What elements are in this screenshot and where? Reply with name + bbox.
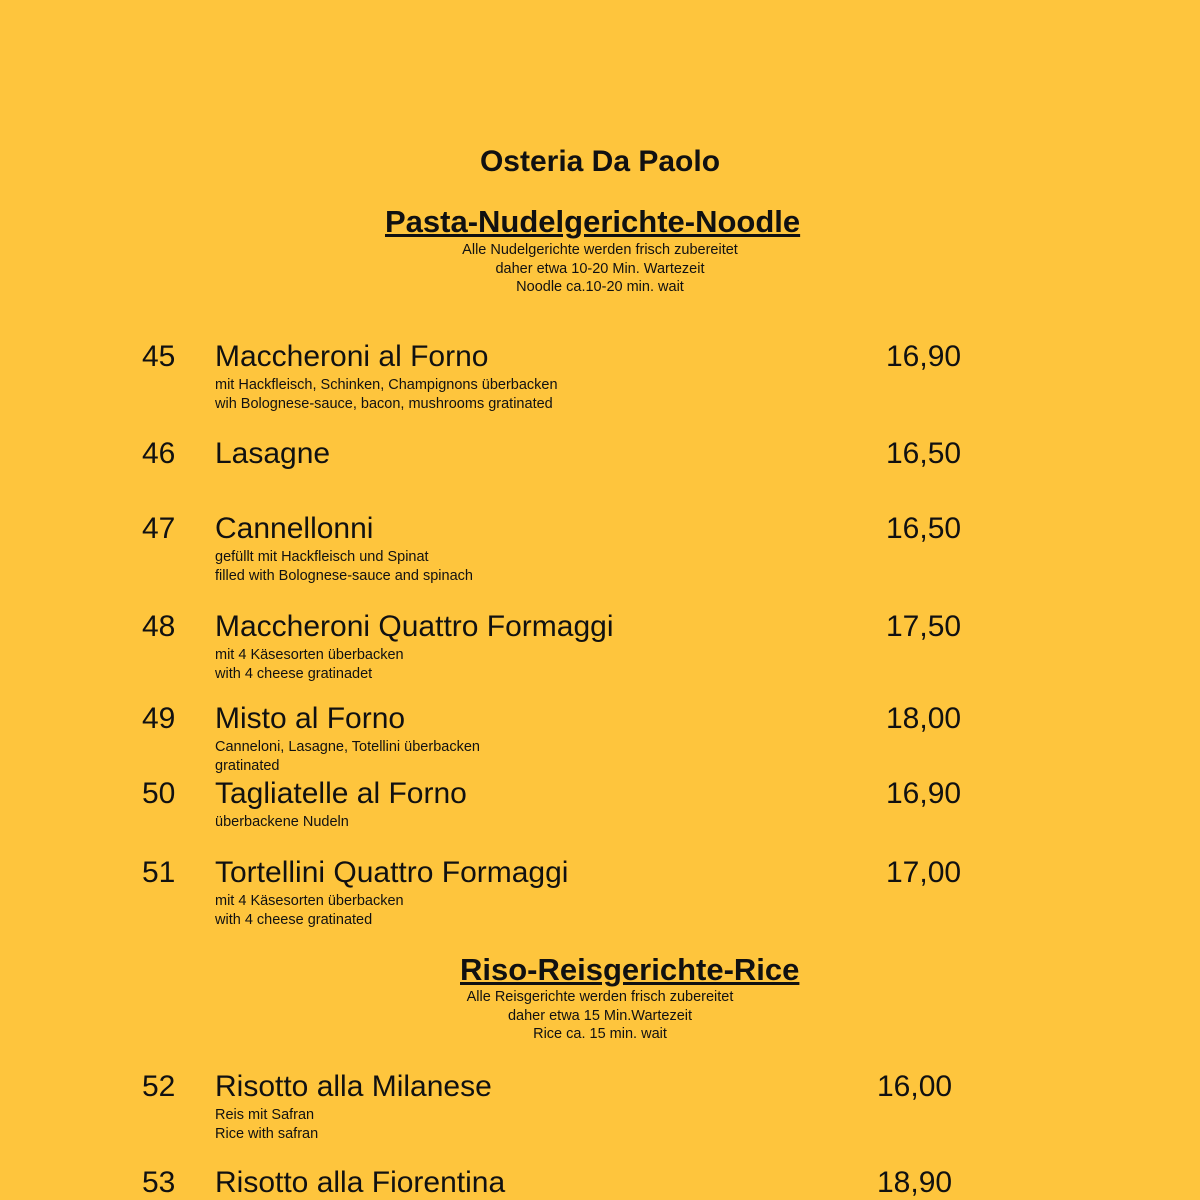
description-line: Rice with safran [215, 1126, 319, 1142]
restaurant-title: Osteria Da Paolo [479, 145, 721, 178]
description-line: mit 4 Käsesorten überbacken [215, 647, 404, 663]
item-name: Tortellini Quattro Formaggi [215, 856, 569, 889]
item-number: 49 [142, 702, 176, 735]
description-line: mit 4 Käsesorten überbacken [215, 893, 404, 909]
note-line: Alle Reisgerichte werden frisch zubereitet [466, 989, 734, 1005]
item-price: 18,90 [877, 1166, 953, 1199]
section-note-rice [0, 988, 1200, 1044]
note-line: daher etwa 10-20 Min. Wartezeit [495, 260, 705, 277]
item-description [215, 813, 349, 832]
section-title-rice: Riso-Reisgerichte-Rice [460, 952, 800, 987]
item-number: 48 [142, 610, 176, 643]
note-line: Rice ca. 15 min. wait [533, 1026, 667, 1042]
description-line: with 4 cheese gratinated [215, 912, 373, 928]
description-line: gratinated [215, 758, 280, 774]
section-note-pasta [0, 241, 1200, 297]
description-line: gefüllt mit Hackfleisch und Spinat [215, 549, 429, 565]
item-description [215, 892, 404, 930]
item-number: 46 [142, 437, 176, 470]
item-description [215, 738, 480, 776]
item-number: 52 [142, 1070, 176, 1103]
item-name: Risotto alla Milanese [215, 1070, 492, 1103]
note-line: Noodle ca.10-20 min. wait [516, 279, 684, 295]
item-price: 16,00 [877, 1070, 953, 1103]
section-title-pasta: Pasta-Nudelgerichte-Noodle [385, 204, 801, 239]
description-line: überbackene Nudeln [215, 814, 349, 830]
item-name: Maccheroni Quattro Formaggi [215, 610, 614, 643]
item-number: 51 [142, 856, 176, 889]
item-name: Maccheroni al Forno [215, 340, 489, 373]
item-number: 45 [142, 340, 176, 373]
description-line: Canneloni, Lasagne, Totellini überbacken [215, 739, 480, 755]
item-name: Tagliatelle al Forno [215, 777, 467, 810]
item-price: 17,00 [886, 856, 962, 889]
item-price: 17,50 [886, 610, 962, 643]
item-description [215, 646, 404, 684]
item-price: 16,90 [886, 340, 962, 373]
item-price: 16,50 [886, 512, 962, 545]
description-line: wih Bolognese-sauce, bacon, mushrooms gratinated [215, 396, 553, 412]
description-line: with 4 cheese gratinadet [215, 666, 373, 682]
item-price: 16,50 [886, 437, 962, 470]
item-name: Cannellonni [215, 512, 374, 545]
item-name: Lasagne [215, 437, 331, 470]
item-name: Misto al Forno [215, 702, 406, 735]
item-number: 50 [142, 777, 176, 810]
note-line: Alle Nudelgerichte werden frisch zubereitet [462, 242, 738, 258]
item-number: 47 [142, 512, 176, 545]
item-number: 53 [142, 1166, 176, 1199]
description-line: Reis mit Safran [215, 1107, 315, 1123]
item-description [215, 376, 558, 414]
description-line: filled with Bolognese-sauce and spinach [215, 568, 473, 584]
description-line: mit Hackfleisch, Schinken, Champignons überbacken [215, 377, 558, 393]
item-price: 16,90 [886, 777, 962, 810]
item-description [215, 1106, 318, 1144]
item-description [215, 548, 473, 586]
item-name: Risotto alla Fiorentina [215, 1166, 506, 1199]
note-line: daher etwa 15 Min.Wartezeit [507, 1007, 693, 1024]
item-price: 18,00 [886, 702, 962, 735]
